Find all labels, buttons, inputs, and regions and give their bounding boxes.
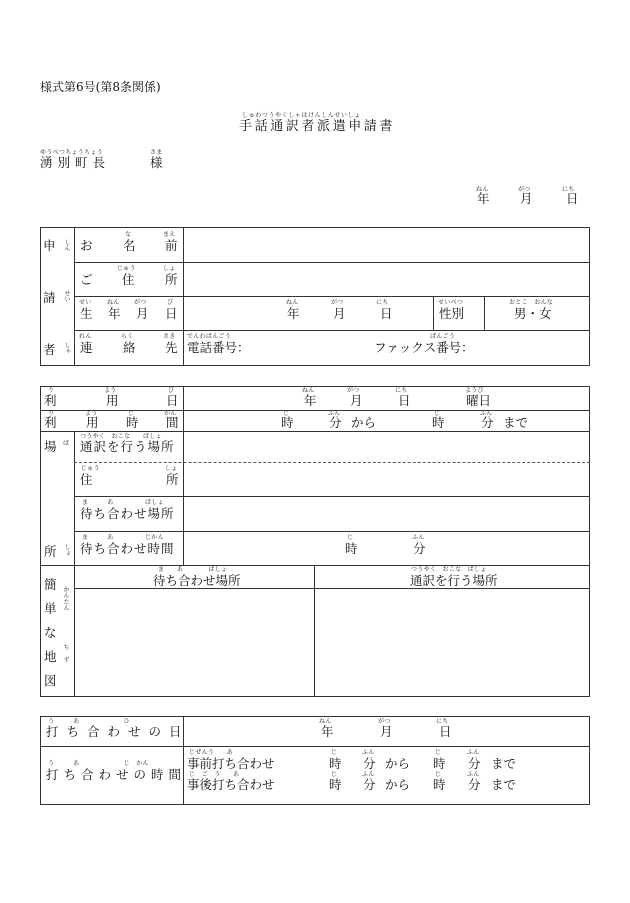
use-day-ruby: にち bbox=[395, 387, 408, 394]
use-time-ruby-4: かん bbox=[164, 410, 177, 417]
map-side-2: 単 bbox=[44, 601, 57, 616]
meeting-month-ruby: がつ bbox=[378, 718, 391, 725]
pre-end-hour-ruby: じ bbox=[435, 749, 442, 756]
name-field[interactable] bbox=[184, 228, 589, 262]
use-time-ruby-2: よう bbox=[85, 410, 98, 417]
use-start-hour[interactable]: 時 bbox=[281, 415, 294, 430]
contact-label-2: 絡 bbox=[123, 340, 136, 355]
map-side-3: な bbox=[44, 625, 57, 640]
birth-label-4: 日 bbox=[165, 306, 178, 321]
birth-ruby-2: ねん bbox=[107, 299, 120, 306]
post-start-hour-ruby: じ bbox=[331, 771, 338, 778]
meeting-time-ruby: う あ じ かん bbox=[48, 760, 149, 767]
phone-label: 電話番号： bbox=[187, 340, 250, 355]
map-side-4: 地 bbox=[44, 649, 57, 664]
meeting-year-ruby: ねん bbox=[319, 718, 332, 725]
address-label-2: 住 bbox=[122, 272, 135, 287]
side-ba-ruby: ば bbox=[63, 440, 70, 447]
place-address-label-1: 住 bbox=[80, 472, 93, 487]
post-end-hour-ruby: じ bbox=[435, 771, 442, 778]
use-time-label-2: 用 bbox=[86, 415, 99, 430]
map-side-5: 図 bbox=[44, 673, 57, 688]
post-start-minute[interactable]: 分 bbox=[363, 777, 376, 792]
birth-ruby-1: せい bbox=[79, 299, 92, 306]
map-interp-area[interactable] bbox=[315, 589, 589, 696]
date-month[interactable]: 月 bbox=[520, 191, 533, 206]
post-meeting-label: 事後打ち合わせ bbox=[187, 777, 275, 792]
side-sei: 請 bbox=[43, 290, 56, 305]
meeting-date-ruby: う あ ひ bbox=[48, 718, 130, 725]
map-ruby-kantan: かんたん bbox=[62, 586, 69, 612]
sex-label: 性別 bbox=[439, 306, 465, 321]
pre-start-hour[interactable]: 時 bbox=[329, 756, 342, 771]
contact-ruby-3: さき bbox=[163, 333, 176, 340]
post-from: から bbox=[385, 777, 411, 792]
date-year-ruby: ねん bbox=[476, 186, 489, 193]
pre-start-minute[interactable]: 分 bbox=[363, 756, 376, 771]
use-end-minute[interactable]: 分 bbox=[481, 415, 494, 430]
place-address-label-2: 所 bbox=[166, 472, 179, 487]
use-date-ruby-1: り bbox=[48, 387, 55, 394]
side-shin-ruby: しん bbox=[63, 239, 70, 252]
use-time-label-1: 利 bbox=[44, 415, 57, 430]
map-col1-header: 待ち合わせ場所 bbox=[153, 573, 241, 588]
use-date-ruby-2: よう bbox=[104, 387, 117, 394]
post-to: まで bbox=[491, 777, 517, 792]
post-start-min-ruby: ふん bbox=[362, 771, 375, 778]
meeting-time-label: 打ち合わせの時間 bbox=[46, 767, 187, 782]
use-to: まで bbox=[503, 415, 529, 430]
side-sei-ruby: せい bbox=[63, 290, 70, 303]
post-end-min-ruby: ふん bbox=[467, 771, 480, 778]
use-start-minute[interactable]: 分 bbox=[329, 415, 342, 430]
side-shin: 申 bbox=[43, 238, 56, 253]
name-label-1: お bbox=[80, 238, 93, 253]
use-time-label-4: 間 bbox=[166, 415, 179, 430]
pre-meeting-ruby: じぜんう あ bbox=[189, 749, 234, 756]
side-sha-ruby: しゃ bbox=[63, 342, 70, 355]
pre-start-min-ruby: ふん bbox=[362, 749, 375, 756]
phone-ruby: でんわばんごう bbox=[187, 333, 232, 340]
pre-end-hour[interactable]: 時 bbox=[433, 756, 446, 771]
map-col2-header: 通訳を行う場所 bbox=[410, 573, 498, 588]
use-weekday[interactable]: 曜日 bbox=[466, 393, 492, 408]
map-ruby-chizu: ち ず bbox=[62, 644, 69, 663]
use-year[interactable]: 年 bbox=[304, 393, 317, 408]
date-month-ruby: がつ bbox=[518, 186, 531, 193]
side-sha: 者 bbox=[43, 342, 56, 357]
use-time-ruby-3: じ bbox=[128, 410, 135, 417]
pre-from: から bbox=[385, 756, 411, 771]
map-meet-area[interactable] bbox=[75, 589, 314, 696]
phone-field[interactable] bbox=[250, 331, 370, 365]
use-date-label-1: 利 bbox=[44, 393, 57, 408]
birth-year[interactable]: 年 bbox=[287, 306, 300, 321]
birth-label-2: 年 bbox=[108, 306, 121, 321]
use-month[interactable]: 月 bbox=[350, 393, 363, 408]
meeting-year[interactable]: 年 bbox=[321, 724, 334, 739]
contact-label-3: 先 bbox=[165, 340, 178, 355]
map-col1-ruby: ま あ ばしょ bbox=[158, 566, 228, 573]
use-start-min-ruby: ふん bbox=[328, 410, 341, 417]
pre-end-minute[interactable]: 分 bbox=[468, 756, 481, 771]
place-address-ruby-2: しょ bbox=[165, 465, 178, 472]
pre-end-min-ruby: ふん bbox=[467, 749, 480, 756]
birth-month[interactable]: 月 bbox=[333, 306, 346, 321]
pre-start-hour-ruby: じ bbox=[331, 749, 338, 756]
birth-label-3: 月 bbox=[136, 306, 149, 321]
use-end-hour-ruby: じ bbox=[434, 410, 441, 417]
use-day[interactable]: 日 bbox=[398, 393, 411, 408]
sama-ruby: さま bbox=[150, 149, 163, 156]
interp-place-field[interactable] bbox=[184, 432, 589, 462]
name-label-2: 名 bbox=[123, 238, 136, 253]
address-label-3: 所 bbox=[165, 272, 178, 287]
use-end-min-ruby: ふん bbox=[480, 410, 493, 417]
address-field[interactable] bbox=[184, 263, 589, 296]
birth-ruby-3: がつ bbox=[134, 299, 147, 306]
address-ruby-juu: じゅう bbox=[117, 265, 136, 272]
side-ba: 場 bbox=[44, 439, 57, 454]
post-end-hour[interactable]: 時 bbox=[433, 777, 446, 792]
interp-place-label: 通訳を行う場所 bbox=[80, 439, 175, 454]
fax-ruby: ばんごう bbox=[430, 333, 456, 340]
addressee: 湧別町長 bbox=[40, 155, 111, 170]
address-label-1: ご bbox=[80, 272, 93, 287]
use-year-ruby: ねん bbox=[302, 387, 315, 394]
side-sho: 所 bbox=[44, 544, 57, 559]
birth-month-ruby: がつ bbox=[331, 299, 344, 306]
birth-day[interactable]: 日 bbox=[380, 306, 393, 321]
birth-day-ruby: にち bbox=[376, 299, 389, 306]
meeting-month[interactable]: 月 bbox=[380, 724, 393, 739]
meeting-day-ruby: にち bbox=[436, 718, 449, 725]
use-month-ruby: がつ bbox=[347, 387, 360, 394]
fax-field[interactable] bbox=[470, 331, 588, 365]
interp-place-ruby: つうやく おこな ばしょ bbox=[80, 433, 162, 440]
contact-label-1: 連 bbox=[80, 340, 93, 355]
sex-label-ruby: せいべつ bbox=[438, 299, 464, 306]
meet-time-ruby: ま あ じかん bbox=[82, 534, 164, 541]
name-ruby-na: な bbox=[125, 231, 132, 238]
map-col2-ruby: つうやく おこな ばしょ bbox=[411, 566, 487, 573]
pre-meeting-label: 事前打ち合わせ bbox=[187, 756, 275, 771]
meeting-date-label: 打ち合わせの日 bbox=[46, 724, 190, 739]
contact-ruby-2: らく bbox=[121, 333, 134, 340]
contact-ruby-1: れん bbox=[79, 333, 92, 340]
sama: 様 bbox=[150, 155, 163, 170]
pre-to: まで bbox=[491, 756, 517, 771]
addressee-ruby: ゆうべつちょうちょう bbox=[40, 149, 104, 156]
place-address-ruby-1: じゅう bbox=[81, 465, 100, 472]
meet-min-ruby: ふん bbox=[412, 534, 425, 541]
meet-minute[interactable]: 分 bbox=[413, 541, 426, 556]
meet-hour[interactable]: 時 bbox=[345, 541, 358, 556]
form-title: 手話通訳者派遣申請書 bbox=[239, 119, 396, 134]
use-start-hour-ruby: じ bbox=[283, 410, 290, 417]
name-label-3: 前 bbox=[165, 238, 178, 253]
use-date-ruby-3: び bbox=[168, 387, 175, 394]
post-meeting-ruby: じ ご う あ bbox=[189, 771, 240, 778]
post-end-minute[interactable]: 分 bbox=[468, 777, 481, 792]
sex-choice[interactable]: 男・女 bbox=[514, 306, 552, 321]
sex-value-ruby: おとこ おんな bbox=[509, 299, 554, 306]
form-number: 様式第6号(第8条関係) bbox=[40, 80, 161, 94]
name-ruby-mae: まえ bbox=[163, 231, 176, 238]
birth-year-ruby: ねん bbox=[286, 299, 299, 306]
use-end-hour[interactable]: 時 bbox=[432, 415, 445, 430]
meet-place-ruby: ま あ ばしょ bbox=[82, 499, 164, 506]
map-side-1: 簡 bbox=[44, 577, 57, 592]
use-date-label-3: 日 bbox=[166, 393, 179, 408]
meet-place-label: 待ち合わせ場所 bbox=[80, 506, 175, 521]
date-year[interactable]: 年 bbox=[477, 191, 490, 206]
date-day[interactable]: 日 bbox=[566, 191, 579, 206]
place-address-field[interactable] bbox=[184, 463, 589, 496]
address-ruby-sho: しょ bbox=[163, 265, 176, 272]
meeting-day[interactable]: 日 bbox=[439, 724, 452, 739]
fax-label: ファックス番号： bbox=[374, 340, 474, 355]
birth-ruby-4: び bbox=[167, 299, 174, 306]
meet-hour-ruby: じ bbox=[347, 534, 354, 541]
birth-label-1: 生 bbox=[80, 306, 93, 321]
date-day-ruby: にち bbox=[562, 186, 575, 193]
use-weekday-ruby: ようび bbox=[465, 387, 484, 394]
use-date-label-2: 用 bbox=[106, 393, 119, 408]
post-start-hour[interactable]: 時 bbox=[329, 777, 342, 792]
use-time-label-3: 時 bbox=[126, 415, 139, 430]
use-from: から bbox=[351, 415, 377, 430]
meet-place-field[interactable] bbox=[184, 497, 589, 531]
use-time-ruby-1: り bbox=[48, 410, 55, 417]
side-sho-ruby: しょ bbox=[63, 544, 70, 557]
meet-time-label: 待ち合わせ時間 bbox=[80, 541, 175, 556]
title-ruby: しゅわつうやくしゃはけんしんせいしょ bbox=[242, 112, 361, 119]
